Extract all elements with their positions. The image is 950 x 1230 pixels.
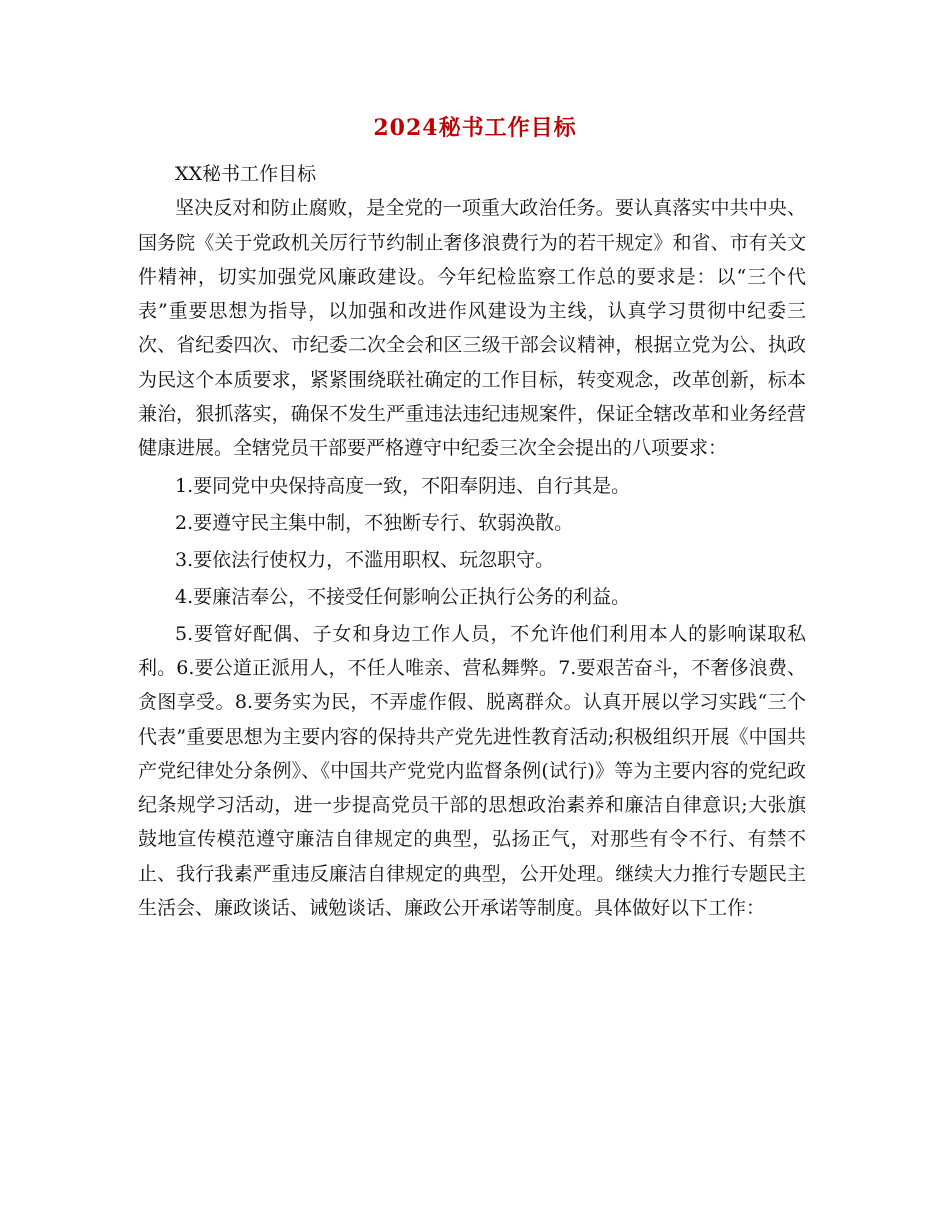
- list-item-2: 2.要遵守民主集中制，不独断专行、软弱涣散。: [175, 511, 574, 534]
- requirements-paragraph: 5.要管好配偶、子女和身边工作人员，不允许他们利用本人的影响谋取私利。6.要公道正派用人，不任人唯亲、营私舞弊。7.要艰苦奋斗，不奢侈浪费、贪图享受。8.要务实为民，不弄虚作假、脱离群众。认真开展以学习实践“三个代表”重要思想为主要内容的保持共产党先进性教育活动;积极组织开展《中国共产党纪律处分条例》、《中国共产党党内监督条例(试行)》等为主要内容的党纪政纪条规学习活动，进一步提高党员干部的思想政治素养和廉洁自律意识;大张旗鼓地宣传模范遵守廉洁自律规定的典型，弘扬正气，对那些有令不行、有禁不止、我行我素严重违反廉洁自律规定的典型，公开处理。继续大力推行专题民主生活会、廉政谈话、诫勉谈话、廉政公开承诺等制度。具体做好以下工作：: [138, 622, 806, 920]
- document-subtitle: XX秘书工作目标: [175, 163, 317, 185]
- list-item-1: 1.要同党中央保持高度一致，不阳奉阴违、自行其是。: [175, 474, 631, 497]
- list-item-4: 4.要廉洁奉公，不接受任何影响公正执行公务的利益。: [175, 585, 631, 608]
- list-item-3: 3.要依法行使权力，不滥用职权、玩忽职守。: [175, 548, 555, 571]
- document-body: [138, 157, 806, 925]
- document-title: 2024秘书工作目标: [373, 115, 577, 141]
- intro-paragraph: 坚决反对和防止腐败，是全党的一项重大政治任务。要认真落实中共中央、国务院《关于党政机关厉行节约制止奢侈浪费行为的若干规定》和省、市有关文件精神，切实加强党风廉政建设。今年纪检监察工作总的要求是：以“三个代表”重要思想为指导，以加强和改进作风建设为主线，认真学习贯彻中纪委三次、省纪委四次、市纪委二次全会和区三级干部会议精神，根据立党为公、执政为民这个本质要求，紧紧围绕联社确定的工作目标，转变观念，改革创新，标本兼治，狠抓落实，确保不发生严重违法违纪违规案件，保证全辖改革和业务经营健康进展。全辖党员干部要严格遵守中纪委三次全会提出的八项要求：: [138, 197, 806, 460]
